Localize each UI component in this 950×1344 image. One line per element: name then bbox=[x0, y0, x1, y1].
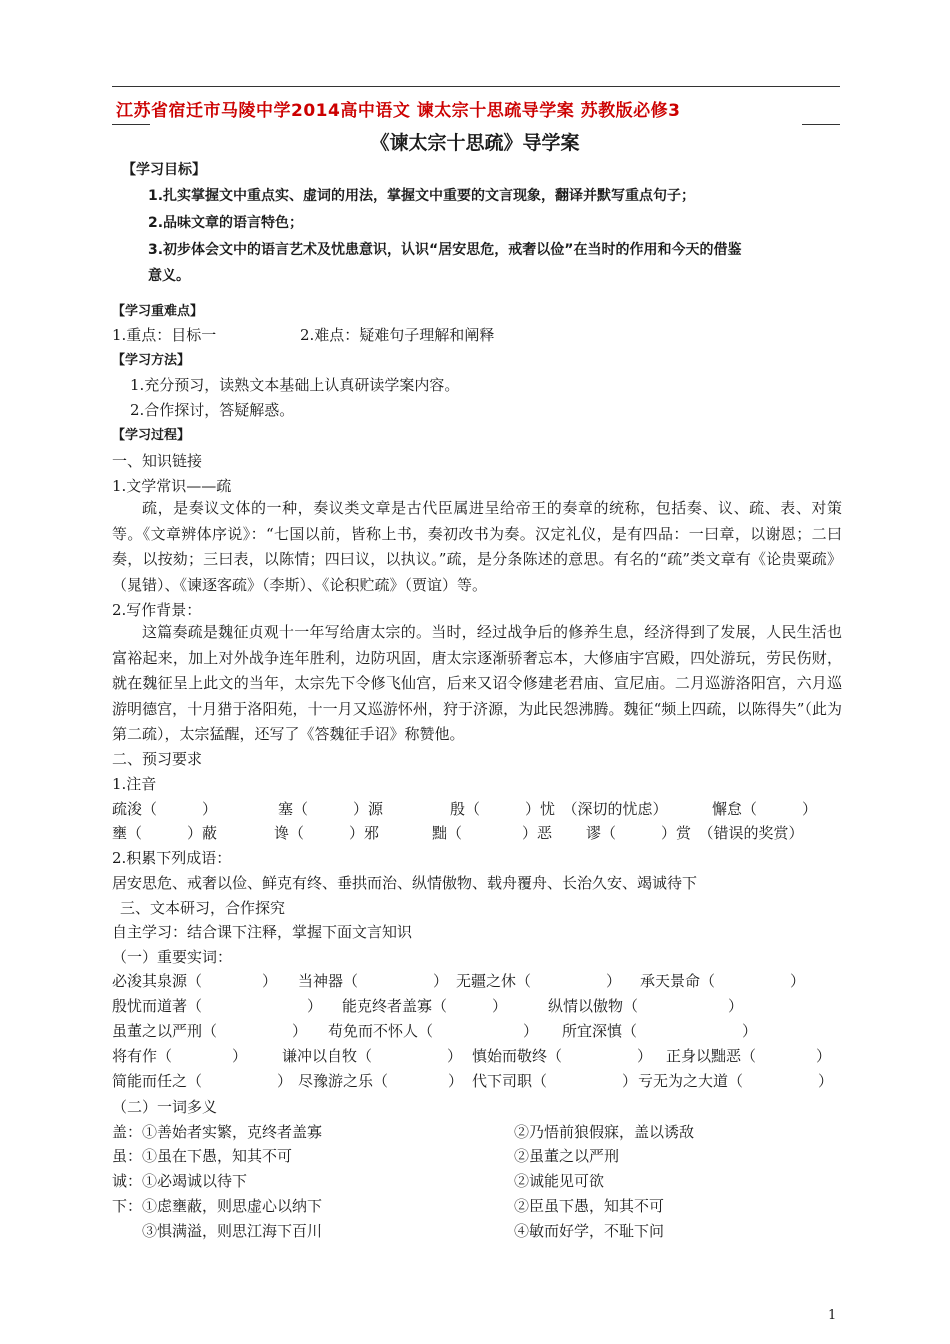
header-rule bbox=[112, 86, 840, 87]
subsection-background: 2.写作背景： bbox=[112, 601, 202, 619]
page-number: 1 bbox=[828, 1308, 837, 1323]
method-item-1: 1.充分预习，读熟文本基础上认真研读学案内容。 bbox=[130, 376, 460, 394]
polysemy-left: 虽：①虽在下愚，知其不可 bbox=[112, 1147, 293, 1165]
section-knowledge: 一、知识链接 bbox=[112, 452, 203, 470]
focus-heading: 【学习重难点】 bbox=[112, 304, 204, 319]
goal-item-3: 3.初步体会文中的语言艺术及忧患意识，认识“居安思危，戒奢以俭”在当时的作用和今天的借鉴 bbox=[148, 242, 742, 258]
polysemy-left: 诚：①必竭诚以待下 bbox=[112, 1172, 248, 1190]
title-rule-right bbox=[802, 124, 840, 125]
paragraph-shu: 疏，是奏议文体的一种，奏议类文章是古代臣属进呈给帝王的奏章的统称，包括奏、议、疏、表、对策等。《文章辨体序说》：“七国以前，皆称上书，奏初改书为奏。汉定礼仪，是有四品：一曰章，以谢恩；二曰奏，以按劾；三曰表，以陈情；四曰议，以执议。”疏，是分条陈述的意思。有名的“疏”类文章有《论贵粟疏》（晁错）、《谏逐客疏》（李斯）、《论积贮疏》（贾谊）等。 bbox=[112, 499, 842, 594]
word-item: 殷忧而道著（ ） bbox=[112, 997, 323, 1015]
self-study-instruction: 自主学习：结合课下注释，掌握下面文言知识 bbox=[112, 923, 413, 941]
pinyin-item: 懈怠（ ） bbox=[712, 800, 818, 818]
word-item: 当神器（ ） bbox=[298, 972, 449, 990]
word-item: 正身以黜恶（ ） bbox=[666, 1047, 832, 1065]
word-item: 无疆之休（ ） bbox=[456, 972, 622, 990]
section-preview: 二、预习要求 bbox=[112, 750, 203, 768]
subsection-polysemy: （二）一词多义 bbox=[112, 1098, 218, 1116]
word-item: 苟免而不怀人（ ） bbox=[328, 1022, 539, 1040]
goals-heading: 【学习目标】 bbox=[122, 162, 206, 178]
polysemy-right: ④敏而好学，不耻下问 bbox=[514, 1222, 665, 1240]
idiom-list: 居安思危、戒奢以俭、鲜克有终、垂拱而治、纵情傲物、载舟覆舟、长治久安、竭诚待下 bbox=[112, 874, 698, 892]
word-item: 所宜深慎（ ） bbox=[562, 1022, 758, 1040]
polysemy-right: ②诚能见可欲 bbox=[514, 1172, 605, 1190]
subsection-literary: 1.文学常识——疏 bbox=[112, 477, 232, 495]
polysemy-left: 下：①虑壅蔽，则思虚心以纳下 bbox=[112, 1197, 323, 1215]
focus-item-1: 1.重点：目标一 bbox=[112, 326, 217, 344]
word-item: 将有作（ ） bbox=[112, 1047, 248, 1065]
subsection-idioms: 2.积累下列成语： bbox=[112, 849, 232, 867]
word-item: 尽豫游之乐（ ） bbox=[298, 1072, 464, 1090]
process-heading: 【学习过程】 bbox=[112, 428, 191, 443]
document-source-title: 江苏省宿迁市马陵中学2014高中语文 谏太宗十思疏导学案 苏教版必修3 bbox=[116, 101, 681, 121]
polysemy-right: ②臣虽下愚，知其不可 bbox=[514, 1197, 665, 1215]
word-item: 能克终者盖寡（ ） bbox=[342, 997, 508, 1015]
pinyin-item: 谬（ ）赏 （错误的奖赏） bbox=[586, 824, 804, 842]
pinyin-item: 塞（ ）源 bbox=[278, 800, 384, 818]
word-item: 必浚其泉源（ ） bbox=[112, 972, 278, 990]
focus-item-2: 2.难点：疑难句子理解和阐释 bbox=[300, 326, 495, 344]
subsection-content-words: （一）重要实词： bbox=[112, 948, 233, 966]
section-study: 三、文本研习，合作探究 bbox=[120, 899, 286, 917]
goal-item-3-cont: 意义。 bbox=[148, 268, 190, 284]
goal-item-1: 1.扎实掌握文中重点实、虚词的用法，掌握文中重要的文言现象，翻译并默写重点句子； bbox=[148, 188, 696, 204]
pinyin-item: 壅（ ）蔽 bbox=[112, 824, 218, 842]
polysemy-left: ③惧满溢，则思江海下百川 bbox=[112, 1222, 323, 1240]
method-heading: 【学习方法】 bbox=[112, 353, 191, 368]
word-item: 简能而任之（ ） bbox=[112, 1072, 293, 1090]
word-item: 承天景命（ ） bbox=[640, 972, 806, 990]
polysemy-right: ②乃悟前狼假寐，盖以诱敌 bbox=[514, 1123, 695, 1141]
pinyin-item: 疏浚（ ） bbox=[112, 800, 218, 818]
word-item: 代下司职（ ） bbox=[472, 1072, 638, 1090]
word-item: 纵情以傲物（ ） bbox=[548, 997, 744, 1015]
pinyin-item: 谗（ ）邪 bbox=[274, 824, 380, 842]
polysemy-right: ②虽董之以严刑 bbox=[514, 1147, 620, 1165]
paragraph-background: 这篇奏疏是魏征贞观十一年写给唐太宗的。当时，经过战争后的修养生息，经济得到了发展，人民生活也富裕起来，加上对外战争连年胜利，边防巩固，唐太宗逐渐骄奢忘本，大修庙宇宫殿，四处游玩，劳民伤财，就在魏征呈上此文的当年，太宗先下令修飞仙宫，后来又诏令修建老君庙、宣尼庙。二月巡游洛阳宫，六月巡游明德宫，十月猎于洛阳苑，十一月又巡游怀州，狩于济源，为此民怨沸腾。魏征“频上四疏，以陈得失”（此为第二疏），太宗猛醒，还写了《答魏征手诏》称赞他。 bbox=[112, 623, 842, 744]
word-item: 谦冲以自牧（ ） bbox=[282, 1047, 463, 1065]
word-item: 慎始而敬终（ ） bbox=[472, 1047, 653, 1065]
polysemy-left: 盖：①善始者实繁，克终者盖寡 bbox=[112, 1123, 323, 1141]
pinyin-item: 黜（ ）恶 bbox=[432, 824, 553, 842]
goal-item-2: 2.品味文章的语言特色； bbox=[148, 215, 304, 231]
title-rule-left bbox=[112, 124, 150, 125]
method-item-2: 2.合作探讨，答疑解惑。 bbox=[130, 401, 295, 419]
subsection-pinyin: 1.注音 bbox=[112, 775, 157, 793]
word-item: 亏无为之大道（ ） bbox=[638, 1072, 834, 1090]
page-title: 《谏太宗十思疏》导学案 bbox=[370, 132, 580, 154]
pinyin-item: 殷（ ）忧 （深切的忧虑） bbox=[450, 800, 668, 818]
word-item: 虽董之以严刑（ ） bbox=[112, 1022, 308, 1040]
